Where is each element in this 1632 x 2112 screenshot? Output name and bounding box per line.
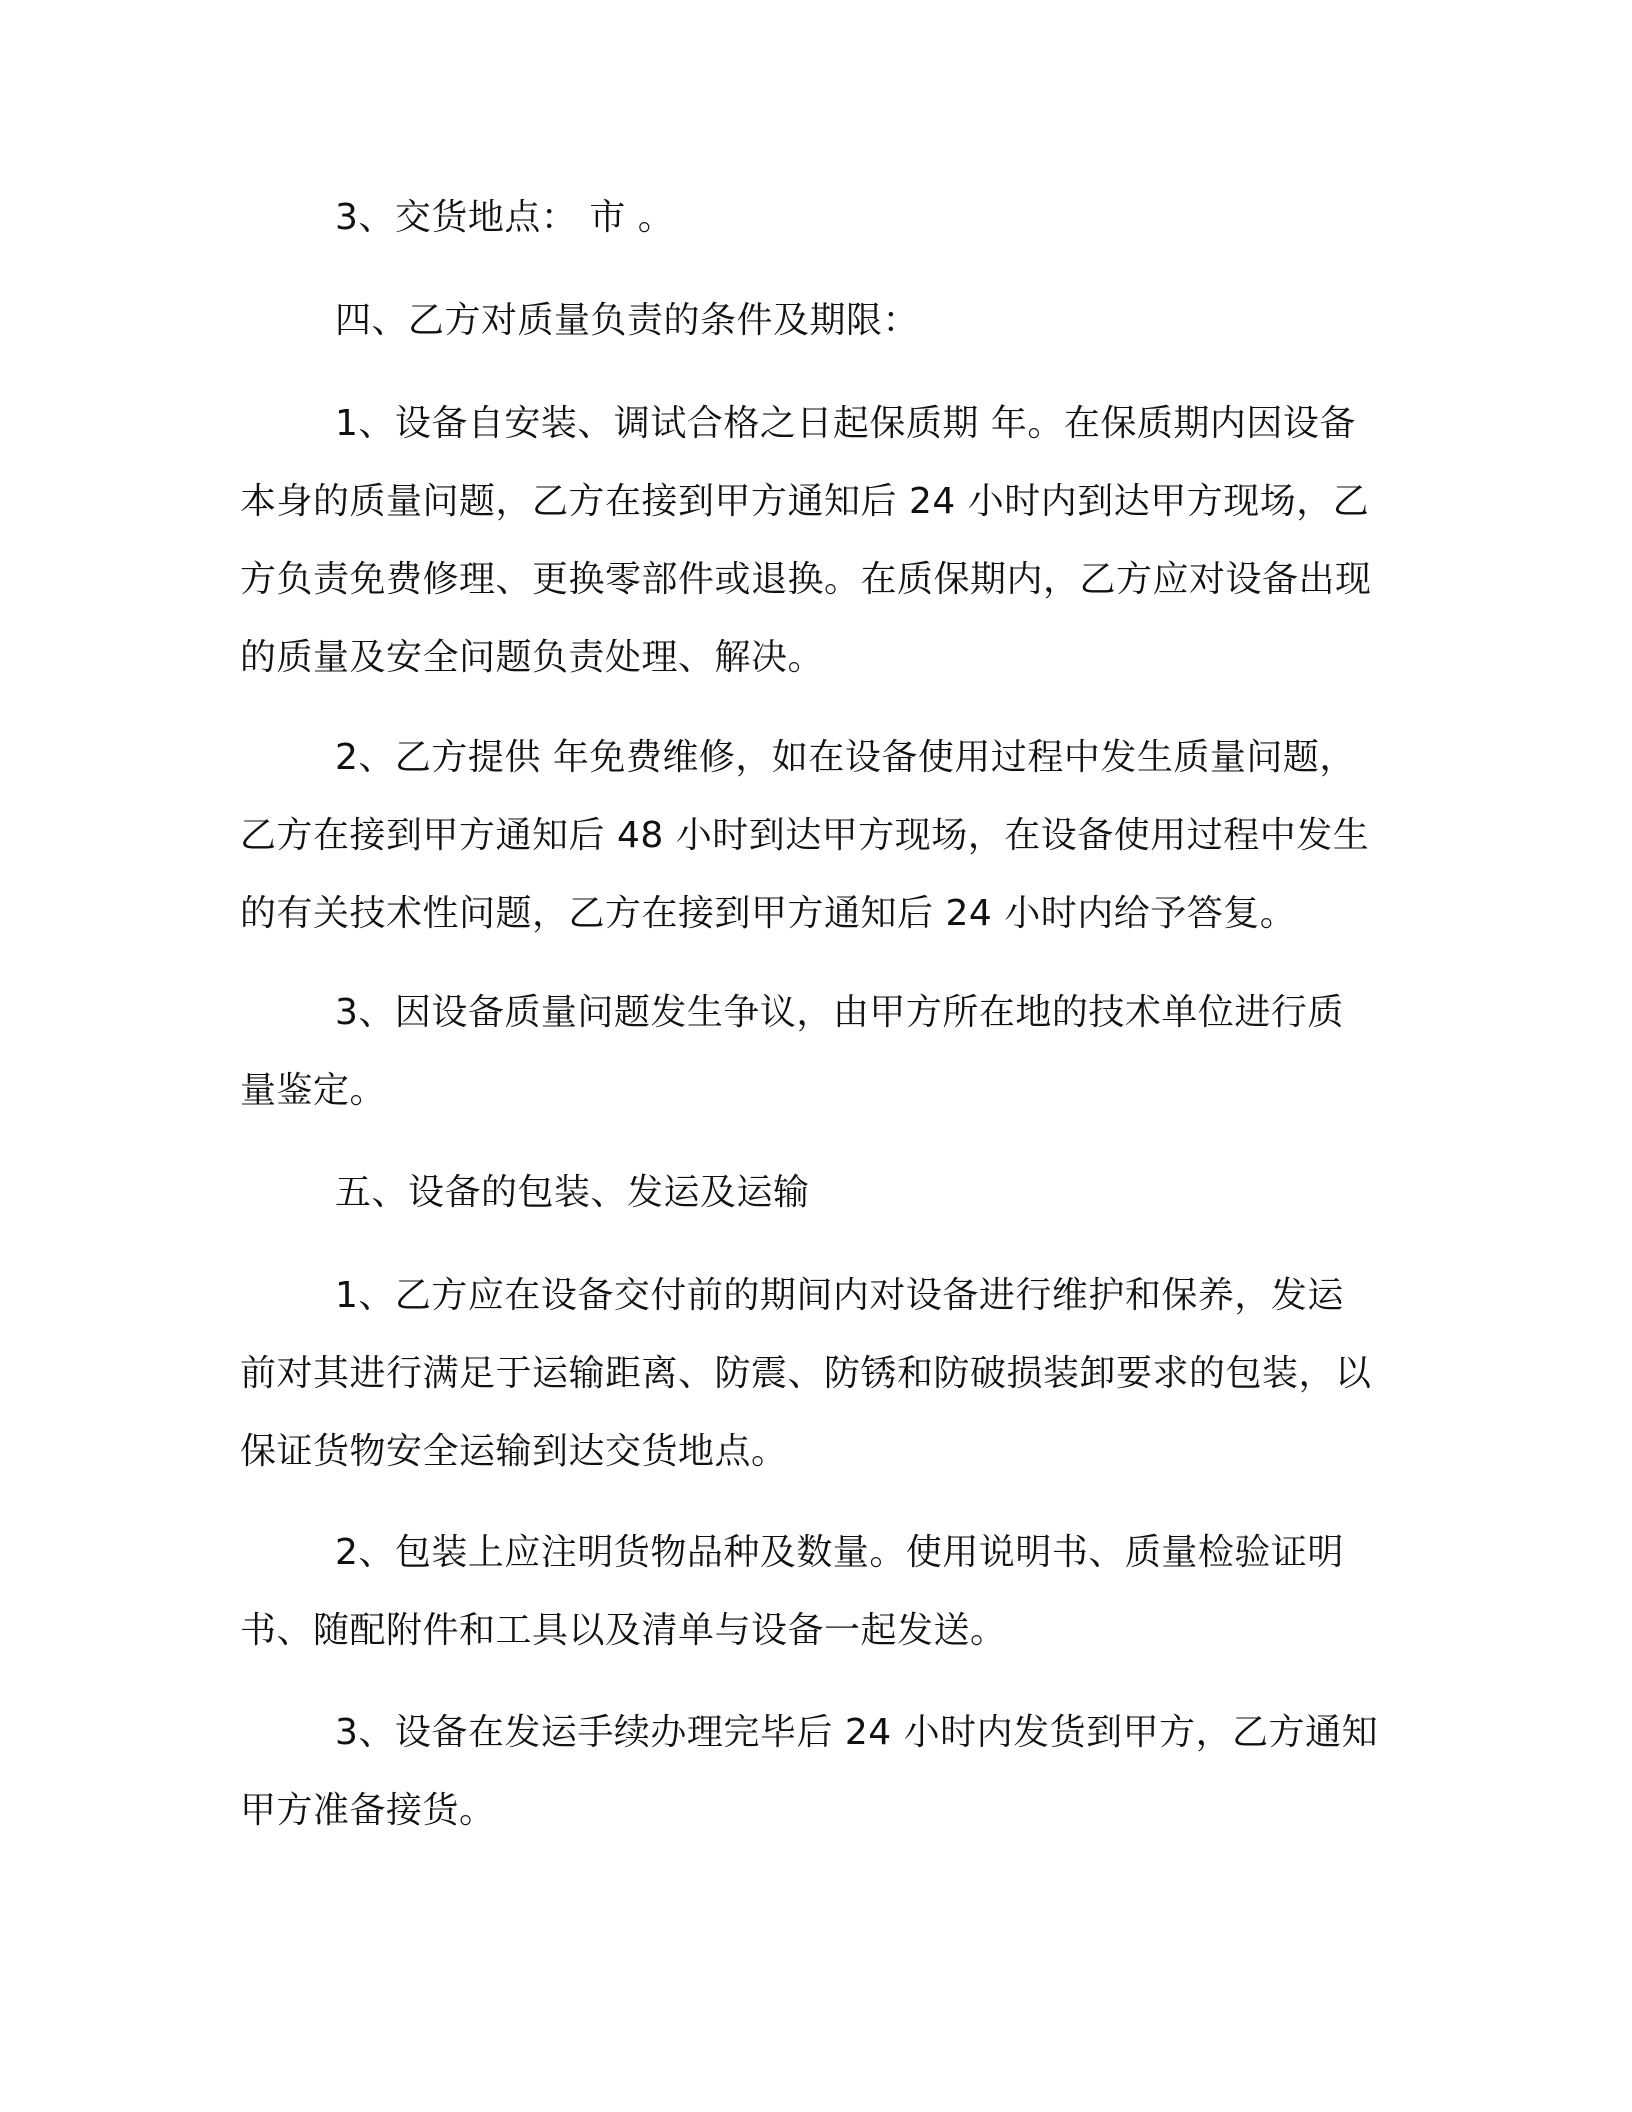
warranty-clause-2: 2、乙方提供 年免费维修，如在设备使用过程中发生质量问题，乙方在接到甲方通知后 48 小时到达甲方现场，在设备使用过程中发生的有关技术性问题，乙方在接到甲方通知后 24 小时内给予答复。 bbox=[240, 737, 1370, 934]
delivery-location-line: 3、交货地点： 市 。 bbox=[335, 197, 675, 238]
section-four-heading: 四、乙方对质量负责的条件及期限： bbox=[335, 300, 920, 341]
packaging-clause-1: 1、乙方应在设备交付前的期间内对设备进行维护和保养，发运前对其进行满足于运输距离、防震、防锈和防破损装卸要求的包装，以保证货物安全运输到达交货地点。 bbox=[240, 1275, 1372, 1472]
warranty-clause-3: 3、因设备质量问题发生争议，由甲方所在地的技术单位进行质量鉴定。 bbox=[240, 992, 1344, 1111]
packaging-clause-2: 2、包装上应注明货物品种及数量。使用说明书、质量检验证明书、随配附件和工具以及清单与设备一起发送。 bbox=[240, 1532, 1344, 1651]
section-five-heading: 五、设备的包装、发运及运输 bbox=[335, 1172, 810, 1213]
packaging-clause-3: 3、设备在发运手续办理完毕后 24 小时内发货到甲方，乙方通知甲方准备接货。 bbox=[240, 1712, 1379, 1831]
warranty-clause-1: 1、设备自安装、调试合格之日起保质期 年。在保质期内因设备本身的质量问题，乙方在接到甲方通知后 24 小时内到达甲方现场，乙方负责免费修理、更换零部件或退换。在质保期内，乙方应对设备出现的质量及安全问题负责处理、解决。 bbox=[240, 403, 1372, 678]
